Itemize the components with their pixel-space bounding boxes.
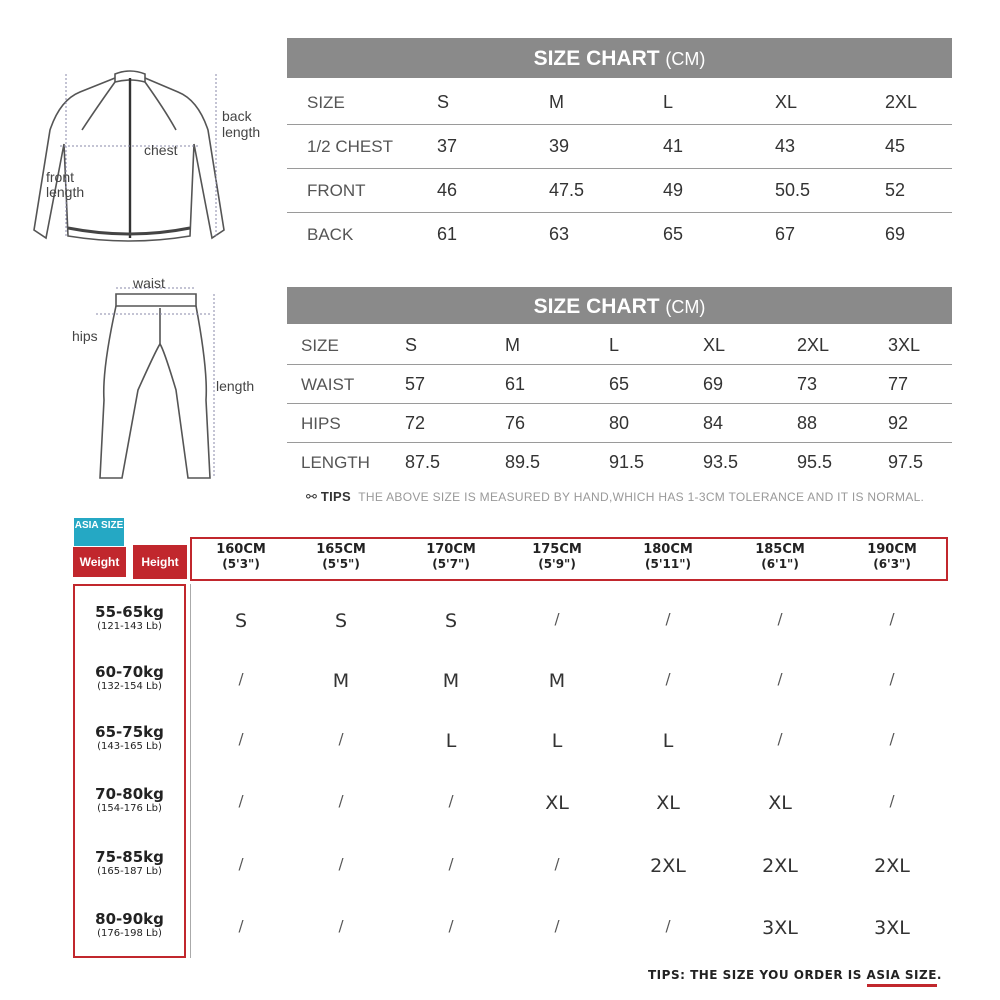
table-cell: 69 <box>703 374 724 394</box>
table-cell: 67 <box>775 224 796 244</box>
size-cell: / <box>238 730 244 748</box>
height-column-label <box>502 542 612 571</box>
pants-length-label: length <box>216 378 255 394</box>
table-cell: L <box>609 335 620 355</box>
weight-lb: (121-143 Lb) <box>97 621 162 632</box>
size-cell: XL <box>656 792 680 814</box>
row-label: SIZE <box>301 336 339 355</box>
height-cm: 185CM <box>755 542 805 557</box>
table-cell: 37 <box>437 136 458 156</box>
pants-table-title: SIZE CHART <box>533 295 660 318</box>
size-cell: S <box>234 610 248 632</box>
size-cell: M <box>442 670 460 692</box>
height-cm: 165CM <box>316 542 366 557</box>
row-label: BACK <box>307 225 354 244</box>
table-cell: 46 <box>437 180 458 200</box>
size-cell: / <box>889 670 895 688</box>
asia-size-badge: ASIA SIZE <box>74 518 124 546</box>
table-cell: 2XL <box>885 92 918 112</box>
bottom-tip-suffix: . <box>936 968 942 982</box>
table-cell: 84 <box>703 413 724 433</box>
weight-row-label <box>75 849 184 878</box>
row-label: SIZE <box>307 93 345 112</box>
size-cell: / <box>238 670 244 688</box>
jersey-table-row <box>287 132 952 169</box>
size-cell: / <box>554 917 560 935</box>
size-cell: 2XL <box>874 855 910 877</box>
table-cell: 61 <box>505 374 526 394</box>
table-cell: 95.5 <box>797 452 833 472</box>
size-cell: / <box>338 855 344 873</box>
pants-table-header <box>287 287 952 324</box>
weight-label: Weight <box>73 547 126 577</box>
back-length-label: back length <box>222 108 261 140</box>
size-cell: / <box>238 917 244 935</box>
pants-table-row <box>287 372 952 404</box>
table-cell: 72 <box>405 413 426 433</box>
hips-label: hips <box>72 328 98 344</box>
weight-kg: 70-80kg <box>95 785 164 803</box>
height-column-label <box>186 542 296 571</box>
size-cell: / <box>889 610 895 628</box>
table-cell: 39 <box>549 136 570 156</box>
table-cell: XL <box>775 92 798 112</box>
weight-row-label <box>75 604 184 633</box>
size-cell: / <box>448 792 454 810</box>
size-cell: / <box>238 855 244 873</box>
table-cell: 65 <box>663 224 684 244</box>
height-ft: (5'9") <box>538 557 576 571</box>
tips-label: TIPS <box>320 489 351 504</box>
weight-row-label <box>75 664 184 693</box>
table-cell: L <box>663 92 674 112</box>
size-cell: 2XL <box>650 855 686 877</box>
weight-column-box <box>73 584 186 958</box>
row-label: LENGTH <box>301 453 370 472</box>
size-cell: L <box>445 730 457 752</box>
weight-row-label <box>75 786 184 815</box>
height-ft: (5'7") <box>432 557 470 571</box>
weight-row-label <box>75 724 184 753</box>
table-cell: 43 <box>775 136 796 156</box>
weight-kg: 55-65kg <box>95 603 164 621</box>
table-cell: S <box>437 92 450 112</box>
table-cell: 45 <box>885 136 906 156</box>
size-cell: S <box>334 610 348 632</box>
height-cm: 170CM <box>426 542 476 557</box>
size-cell: / <box>777 730 783 748</box>
jersey-table-title: SIZE CHART <box>533 47 660 70</box>
pants-table-unit: (CM) <box>665 297 706 317</box>
height-cm: 180CM <box>643 542 693 557</box>
size-cell: / <box>665 670 671 688</box>
table-cell: 47.5 <box>549 180 585 200</box>
height-column-label <box>286 542 396 571</box>
tips-text: THE ABOVE SIZE IS MEASURED BY HAND,WHICH HAS 1-3CM TOLERANCE AND IT IS NORMAL. <box>358 490 925 504</box>
jersey-table-row <box>287 220 952 256</box>
height-ft: (6'3") <box>873 557 911 571</box>
table-cell: 87.5 <box>405 452 441 472</box>
size-cell: / <box>338 730 344 748</box>
size-cell: / <box>665 610 671 628</box>
size-cell: 2XL <box>762 855 798 877</box>
table-cell: 65 <box>609 374 630 394</box>
size-cell: / <box>554 855 560 873</box>
pants-table-row <box>287 333 952 365</box>
table-cell: 52 <box>885 180 906 200</box>
size-cell: L <box>551 730 563 752</box>
jersey-illustration <box>20 60 280 260</box>
size-cell: / <box>889 730 895 748</box>
table-cell: 69 <box>885 224 906 244</box>
table-cell: 63 <box>549 224 570 244</box>
size-cell: / <box>665 917 671 935</box>
table-cell: 88 <box>797 413 818 433</box>
table-cell: M <box>505 335 520 355</box>
jersey-table-unit: (CM) <box>665 49 706 69</box>
column-divider <box>190 584 191 958</box>
height-column-label <box>725 542 835 571</box>
table-cell: 92 <box>888 413 909 433</box>
tips-icon: ⚯ <box>306 489 318 504</box>
pants-table-row <box>287 450 952 481</box>
table-cell: 73 <box>797 374 818 394</box>
table-cell: 76 <box>505 413 526 433</box>
table-cell: 3XL <box>888 335 921 355</box>
height-cm: 160CM <box>216 542 266 557</box>
table-cell: 2XL <box>797 335 830 355</box>
height-ft: (6'1") <box>761 557 799 571</box>
weight-kg: 75-85kg <box>95 848 164 866</box>
row-label: HIPS <box>301 414 341 433</box>
weight-lb: (165-187 Lb) <box>97 866 162 877</box>
chest-label: chest <box>144 142 178 158</box>
weight-kg: 80-90kg <box>95 910 164 928</box>
size-cell: M <box>548 670 566 692</box>
size-cell: L <box>662 730 674 752</box>
height-ft: (5'5") <box>322 557 360 571</box>
table-cell: 80 <box>609 413 630 433</box>
table-cell: 77 <box>888 374 909 394</box>
front-length-label: front length <box>46 169 85 200</box>
waist-label: waist <box>133 275 165 291</box>
height-ft: (5'11") <box>645 557 691 571</box>
weight-lb: (143-165 Lb) <box>97 741 162 752</box>
height-ft: (5'3") <box>222 557 260 571</box>
size-cell: / <box>338 792 344 810</box>
height-cm: 175CM <box>532 542 582 557</box>
table-cell: 97.5 <box>888 452 924 472</box>
size-cell: / <box>554 610 560 628</box>
weight-kg: 65-75kg <box>95 723 164 741</box>
size-cell: M <box>332 670 350 692</box>
table-cell: 57 <box>405 374 426 394</box>
size-cell: 3XL <box>874 917 910 939</box>
row-label: WAIST <box>301 375 355 394</box>
table-cell: 93.5 <box>703 452 739 472</box>
tips-note <box>306 489 924 505</box>
table-cell: S <box>405 335 418 355</box>
bottom-tip <box>648 968 942 982</box>
bottom-tip-emphasis: ASIA SIZE <box>867 968 937 987</box>
table-cell: 50.5 <box>775 180 811 200</box>
height-column-label <box>613 542 723 571</box>
size-cell: / <box>448 917 454 935</box>
size-cell: / <box>338 917 344 935</box>
table-cell: M <box>549 92 564 112</box>
bottom-tip-prefix: TIPS: THE SIZE YOU ORDER IS <box>648 968 867 982</box>
table-cell: 49 <box>663 180 684 200</box>
size-cell: / <box>777 670 783 688</box>
size-cell: / <box>448 855 454 873</box>
height-column-label <box>837 542 947 571</box>
pants-table-row <box>287 411 952 443</box>
jersey-table-row <box>287 88 952 125</box>
size-cell: S <box>444 610 458 632</box>
jersey-table-header <box>287 38 952 78</box>
table-cell: 61 <box>437 224 458 244</box>
jersey-icon <box>20 60 280 260</box>
size-cell: / <box>777 610 783 628</box>
row-label: 1/2 CHEST <box>307 137 393 156</box>
size-cell: / <box>889 792 895 810</box>
size-cell: / <box>238 792 244 810</box>
size-cell: XL <box>545 792 569 814</box>
weight-lb: (154-176 Lb) <box>97 803 162 814</box>
table-cell: 41 <box>663 136 684 156</box>
height-label: Height <box>133 545 187 579</box>
jersey-table-row <box>287 176 952 213</box>
height-cm: 190CM <box>867 542 917 557</box>
table-cell: 91.5 <box>609 452 645 472</box>
weight-lb: (176-198 Lb) <box>97 928 162 939</box>
height-column-label <box>396 542 506 571</box>
weight-row-label <box>75 911 184 940</box>
size-cell: XL <box>768 792 792 814</box>
size-cell: 3XL <box>762 917 798 939</box>
table-cell: 89.5 <box>505 452 541 472</box>
weight-kg: 60-70kg <box>95 663 164 681</box>
table-cell: XL <box>703 335 726 355</box>
weight-lb: (132-154 Lb) <box>97 681 162 692</box>
row-label: FRONT <box>307 181 366 200</box>
